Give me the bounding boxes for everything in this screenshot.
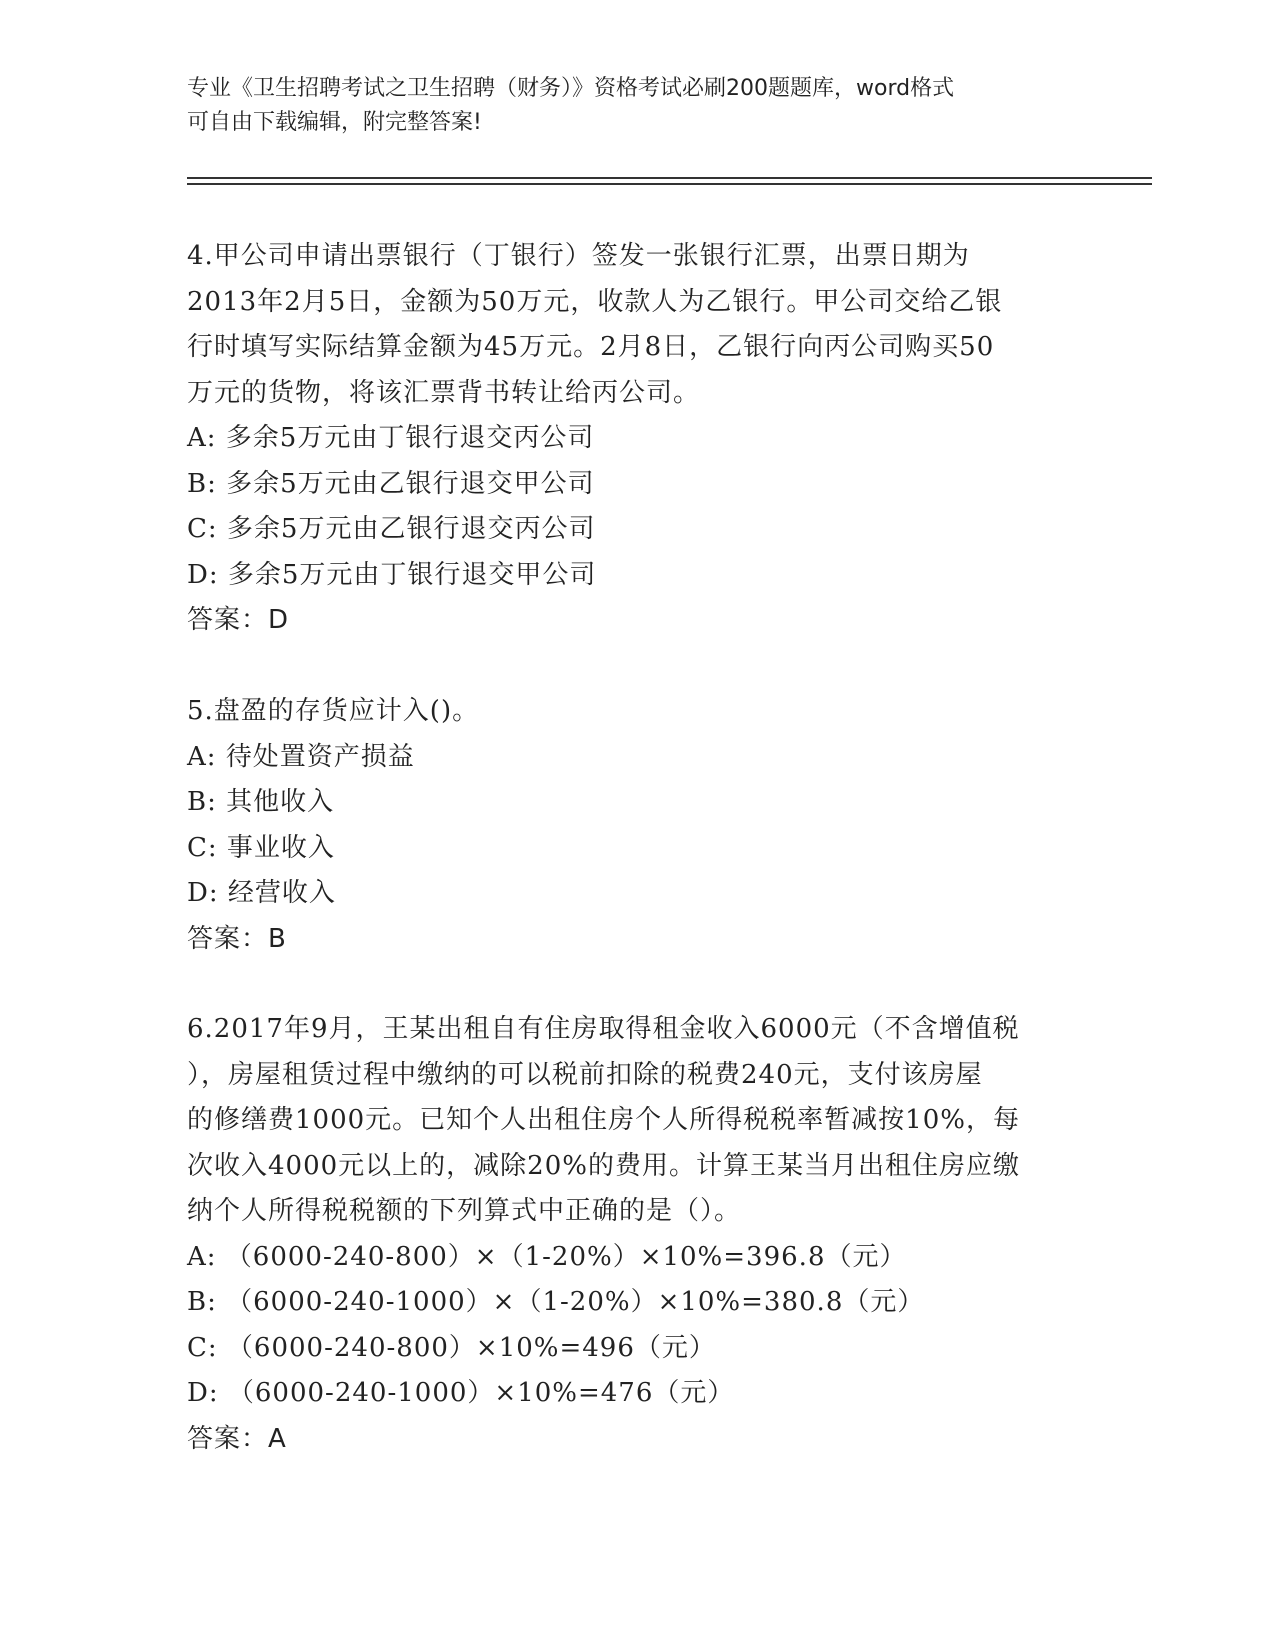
- question-4: [187, 234, 1087, 644]
- header-divider-top: [187, 177, 1152, 179]
- option-a: A: 待处置资产损益: [187, 741, 415, 772]
- question-text-line: 纳个人所得税税额的下列算式中正确的是（）。: [187, 1196, 742, 1226]
- option-d: D: 经营收入: [187, 878, 336, 908]
- answer-label: 答案：B: [187, 923, 287, 954]
- document-header: [187, 72, 1087, 140]
- option-d: D: 多余5万元由丁银行退交甲公司: [187, 559, 597, 590]
- header-line: 可自由下载编辑，附完整答案!: [187, 110, 482, 135]
- answer-label: 答案：A: [187, 1423, 287, 1454]
- answer-label: 答案：D: [187, 605, 290, 635]
- option-c: C: 事业收入: [187, 832, 335, 863]
- question-text-line: 2013年2月5日，金额为50万元，收款人为乙银行。甲公司交给乙银: [187, 286, 1003, 317]
- option-b: B: （6000-240-1000）×（1-20%）×10%=380.8（元）: [187, 1287, 925, 1317]
- option-a: A: （6000-240-800）×（1-20%）×10%=396.8（元）: [187, 1241, 907, 1272]
- question-text-line: 万元的货物，将该汇票背书转让给丙公司。: [187, 377, 701, 408]
- option-a: A: 多余5万元由丁银行退交丙公司: [187, 423, 595, 453]
- header-line: 专业《卫生招聘考试之卫生招聘（财务）》资格考试必刷200题题库，word格式: [187, 76, 955, 101]
- question-text-line: 次收入4000元以上的，减除20%的费用。计算王某当月出租住房应缴: [187, 1150, 1020, 1181]
- question-text-line: ），房屋租赁过程中缴纳的可以税前扣除的税费240元，支付该房屋: [187, 1059, 983, 1090]
- option-c: C: （6000-240-800）×10%=496（元）: [187, 1332, 716, 1363]
- header-divider-bottom: [187, 183, 1152, 185]
- option-b: B: 其他收入: [187, 787, 335, 817]
- option-c: C: 多余5万元由乙银行退交丙公司: [187, 514, 596, 544]
- question-text-line: 4.甲公司申请出票银行（丁银行）签发一张银行汇票，出票日期为: [187, 241, 970, 271]
- question-text-line: 的修缮费1000元。已知个人出租住房个人所得税税率暂减按10%，每: [187, 1105, 1020, 1135]
- question-5: [187, 689, 1087, 962]
- question-text-line: 行时填写实际结算金额为45万元。2月8日，乙银行向丙公司购买50: [187, 332, 995, 362]
- question-text-line: 5.盘盈的存货应计入()。: [187, 696, 480, 726]
- option-d: D: （6000-240-1000）×10%=476（元）: [187, 1378, 735, 1408]
- option-b: B: 多余5万元由乙银行退交甲公司: [187, 468, 595, 499]
- question-6: [187, 1007, 1087, 1462]
- question-text-line: 6.2017年9月，王某出租自有住房取得租金收入6000元（不含增值税: [187, 1014, 1020, 1044]
